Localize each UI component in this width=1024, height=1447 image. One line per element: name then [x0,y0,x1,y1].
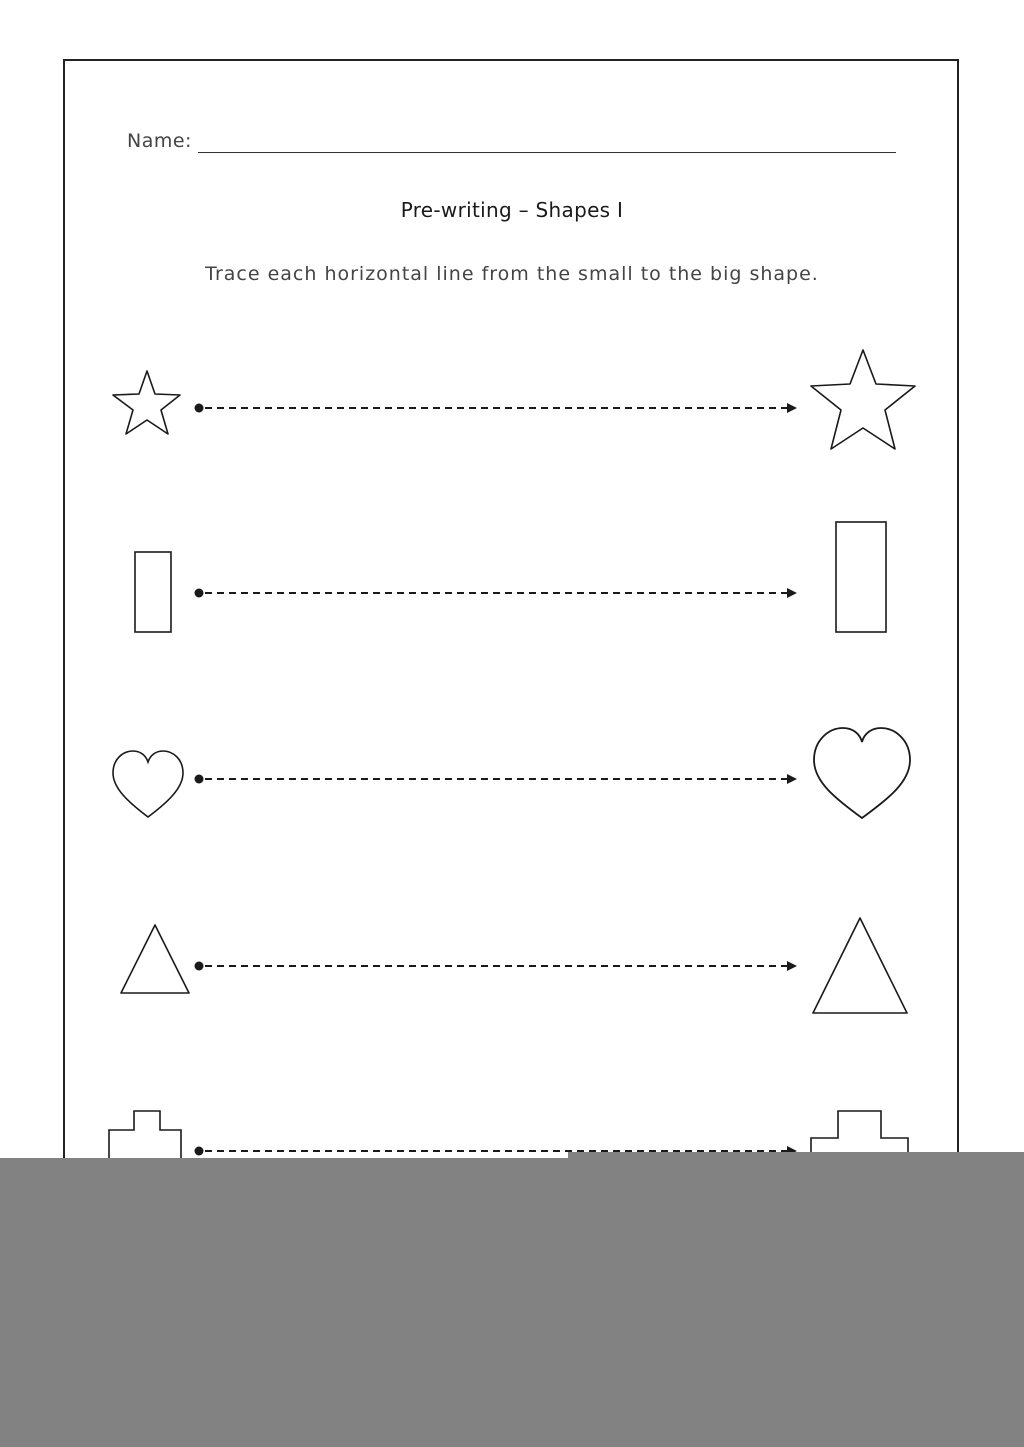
big-heart-icon [814,728,910,818]
big-rectangle-icon [836,522,886,632]
tracing-row-triangle [121,918,907,1013]
big-star-icon [811,350,915,449]
trace-start-dot [195,404,204,413]
big-triangle-icon [813,918,907,1013]
small-rectangle-icon [135,552,171,632]
small-star-icon [113,371,180,434]
tracing-row-rectangle [135,522,886,632]
small-heart-icon [113,751,183,817]
gray-overlay-panel [0,1158,1024,1447]
tracing-row-star [113,350,915,449]
tracing-row-heart [113,728,910,818]
trace-start-dot [195,962,204,971]
worksheet-instruction: Trace each horizontal line from the small to the big shape. [205,263,819,285]
worksheet-title: Pre-writing – Shapes I [400,198,624,222]
trace-start-dot [195,775,204,784]
trace-start-dot [195,589,204,598]
trace-start-dot [195,1147,204,1156]
small-triangle-icon [121,925,189,993]
name-label: Name: [127,130,192,152]
small-cross-icon [109,1111,181,1165]
